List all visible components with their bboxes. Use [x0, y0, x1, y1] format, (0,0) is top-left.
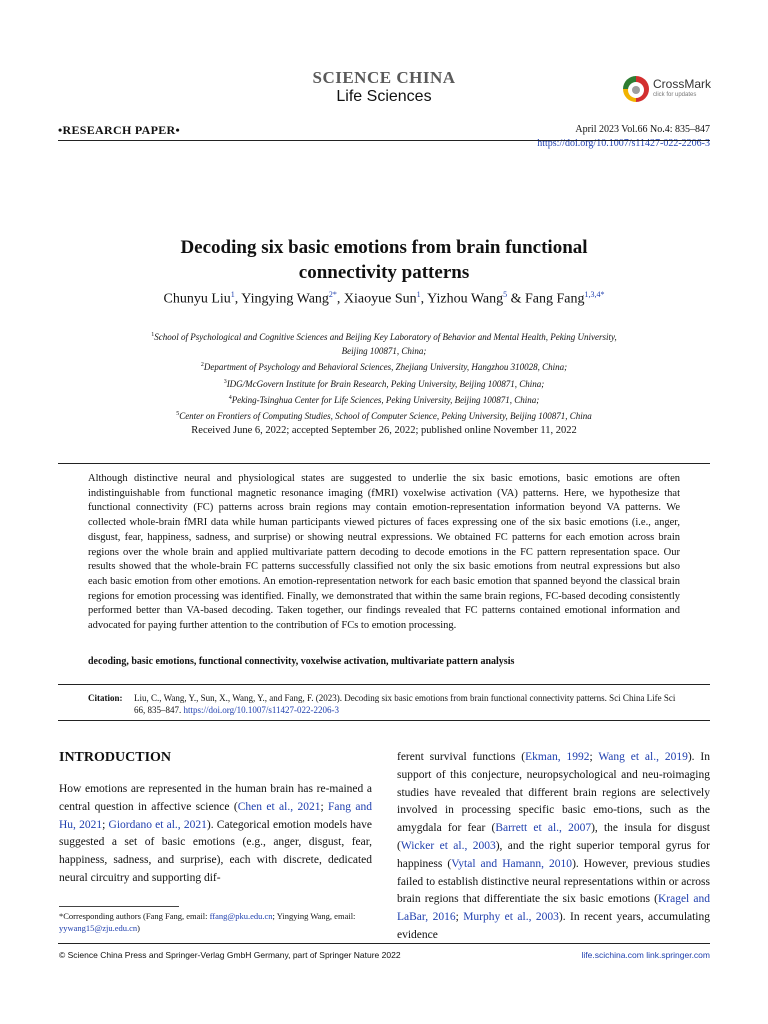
author-affiliation-mark[interactable]: 1: [230, 290, 235, 299]
reference-link[interactable]: Chen et al., 2021: [237, 800, 321, 813]
affiliation-line: [60, 391, 708, 407]
title-line-2: connectivity patterns: [298, 262, 470, 283]
author-affiliation-mark[interactable]: 5: [503, 290, 508, 299]
body-text: ;: [455, 911, 464, 924]
journal-name: SCIENCE CHINA: [312, 68, 456, 87]
body-text: How emotions are represented in the human brain has re-mained a central question in affective science (: [59, 783, 372, 813]
author-name: Yizhou Wang: [427, 291, 504, 307]
affiliation-number: 1: [151, 332, 155, 338]
body-column-left: [59, 781, 372, 888]
affiliation-line: [60, 375, 708, 391]
affiliation-text: Beijing 100871, China;: [341, 346, 427, 357]
body-column-right: [397, 749, 710, 945]
reference-link[interactable]: Wicker et al., 2003: [400, 839, 496, 852]
body-text: ;: [102, 818, 109, 831]
publication-info: [537, 123, 710, 151]
header-rule: [58, 140, 710, 141]
affiliation-line: [60, 344, 708, 358]
citation-label: Citation:: [88, 693, 123, 703]
body-text: ). In recent years, accumulating evidence: [397, 911, 711, 941]
author-separator: ,: [234, 291, 242, 307]
reference-link[interactable]: Giordano et al., 2021: [108, 818, 207, 831]
journal-section: Life Sciences: [336, 88, 432, 105]
footer-links[interactable]: life.scichina.com link.springer.com: [581, 950, 710, 960]
author-name: Chunyu Liu: [163, 291, 231, 307]
author-name: Fang Fang: [525, 291, 585, 307]
reference-link[interactable]: Wang et al., 2019: [598, 751, 688, 763]
citation-text-wrap: [134, 693, 680, 716]
body-text: ;: [320, 800, 329, 813]
keywords: decoding, basic emotions, functional connectivity, voxelwise activation, multivariate pattern analysis: [88, 656, 515, 667]
author-list: [60, 290, 708, 308]
crossmark-badge[interactable]: [623, 75, 723, 105]
section-heading-introduction: INTRODUCTION: [59, 750, 172, 765]
citation-block: [88, 693, 680, 716]
body-text: ; Yingying Wang, email:: [272, 911, 356, 921]
reference-link[interactable]: Kragel and LaBar, 2016: [397, 893, 710, 924]
body-text: ferent survival functions (: [397, 751, 526, 763]
author-separator: ,: [336, 291, 344, 307]
crossmark-sub: click for updates: [653, 92, 697, 98]
paper-title: [60, 235, 708, 285]
affiliation-text: Department of Psychology and Behavioral Sciences, Zhejiang University, Hangzhou 310028, China;: [203, 362, 568, 373]
reference-link[interactable]: Barrett et al., 2007: [495, 822, 592, 835]
body-text: ), the insula for disgust (: [397, 822, 710, 852]
abstract-top-rule: [58, 463, 710, 464]
affiliation-text: Peking-Tsinghua Center for Life Sciences, Peking University, Beijing 100871, China;: [231, 394, 540, 405]
author-separator: &: [507, 291, 526, 307]
body-text: ). Categorical emotion models have suggested a set of basic emotions (e.g., anger, disgust, fear, happiness, sadness, and surprise), each with discrete, dedicated neural circuitry and supporting dif-: [59, 818, 372, 884]
title-line-1: Decoding six basic emotions from brain functional: [180, 237, 588, 258]
affiliation-text: Center on Frontiers of Computing Studies, School of Computer Science, Peking University, Beijing 100871, China: [179, 411, 592, 422]
footnote-rule: [59, 906, 179, 907]
body-text: *Corresponding authors (Fang Fang, email:: [59, 911, 210, 921]
crossmark-label: CrossMark: [653, 77, 712, 91]
affiliation-number: 5: [176, 411, 180, 418]
reference-link[interactable]: ffang@pku.edu.cn: [209, 911, 273, 921]
body-text: ;: [589, 751, 599, 763]
body-text: ). In support of this conjecture, neuropsychological and neu-roimaging studies have revealed that different brain regions are selectively involved in processing specific basic emo-tions, such as the amygdala for fear (: [397, 751, 711, 835]
affiliation-number: 4: [228, 394, 232, 401]
author-separator: ,: [420, 291, 428, 307]
affiliation-number: 3: [223, 378, 227, 385]
reference-link[interactable]: yywang15@zju.edu.cn: [59, 922, 138, 933]
crossmark-icon: [623, 76, 649, 102]
abstract: Although distinctive neural and physiological states are suggested to underlie the six basic emotions, basic emotions are often indistinguishable from functional magnetic resonance imaging (fMRI) voxelwise activation (VA) patterns. Here, we hypothesize that functional connectivity (FC) patterns across brain regions may contain emotion-representation information beyond VA patterns. We collected whole-brain fMRI data while human participants viewed pictures of faces expressing one of the six basic emotions (i.e., anger, disgust, fear, happiness, sadness, and surprise) or showing neutral expressions. We obtained FC patterns for each emotion across brain regions over the whole brain and applied multivariate pattern decoding to decode emotions in the FC pattern representation space. Our results showed that the whole-brain FC patterns successfully classified not only the six basic emotions from neutral expressions but also each basic emotion from other emotions. An emotion-representation network for each basic emotion that spanned beyond the classical brain regions for emotion processing was identified. Finally, we demonstrated that within the same brain regions, FC-based decoding consistently performed better than VA-based decoding. Taken together, our findings revealed that FC patterns contained emotional information and advocated for paying further attention to the contribution of FCs to emotion processing.: [88, 473, 680, 632]
affiliation-text: School of Psychological and Cognitive Sciences and Beijing Key Laboratory of Behavior and Mental Health, Peking University,: [154, 332, 617, 342]
copyright-notice: © Science China Press and Springer-Verlag GmbH Germany, part of Springer Nature 2022: [59, 950, 401, 960]
author-name: Yingying Wang: [241, 291, 329, 307]
affiliation-line: [60, 328, 708, 344]
reference-link[interactable]: Vytal and Hamann, 2010: [451, 857, 573, 870]
reference-link[interactable]: Murphy et al., 2003: [463, 911, 559, 924]
reference-link[interactable]: Fang and Hu, 2021: [59, 800, 373, 831]
affiliation-number: 2: [200, 362, 204, 369]
affiliations: [60, 328, 708, 423]
author-name: Xiaoyue Sun: [343, 291, 417, 307]
body-text: ): [137, 922, 141, 933]
received-dates: Received June 6, 2022; accepted September 26, 2022; published online November 11, 2022: [191, 425, 577, 436]
author-affiliation-mark[interactable]: 1: [416, 290, 421, 299]
abstract-bottom-rule: [58, 684, 710, 685]
body-text: ), and the right superior temporal gyrus for happiness (: [397, 839, 710, 870]
affiliation-text: IDG/McGovern Institute for Brain Research, Peking University, Beijing 100871, China;: [226, 378, 545, 389]
footer-rule: [58, 943, 710, 944]
issue-info: April 2023 Vol.66 No.4: 835–847: [575, 124, 710, 135]
reference-link[interactable]: Ekman, 1992: [525, 751, 590, 763]
citation-doi-link[interactable]: https://doi.org/10.1007/s11427-022-2206-3: [183, 704, 340, 715]
affiliation-line: [60, 358, 708, 374]
citation-text: Liu, C., Wang, Y., Sun, X., Wang, Y., and Fang, F. (2023). Decoding six basic emotions from brain functional connectivity patterns. Sci China Life Sci 66, 835–847.: [134, 693, 676, 715]
corresponding-authors-footnote: [59, 911, 372, 934]
citation-bottom-rule: [58, 720, 710, 721]
body-text: ). However, previous studies failed to establish distinctive neural representations within or across brain regions that differentiate the six basic emotions (: [397, 857, 710, 906]
doi-link[interactable]: https://doi.org/10.1007/s11427-022-2206-3: [537, 138, 710, 149]
author-affiliation-mark[interactable]: 2*: [328, 290, 337, 299]
paper-type: •RESEARCH PAPER•: [58, 123, 180, 137]
affiliation-line: [60, 407, 708, 423]
author-affiliation-mark[interactable]: 1,3,4*: [584, 290, 605, 299]
